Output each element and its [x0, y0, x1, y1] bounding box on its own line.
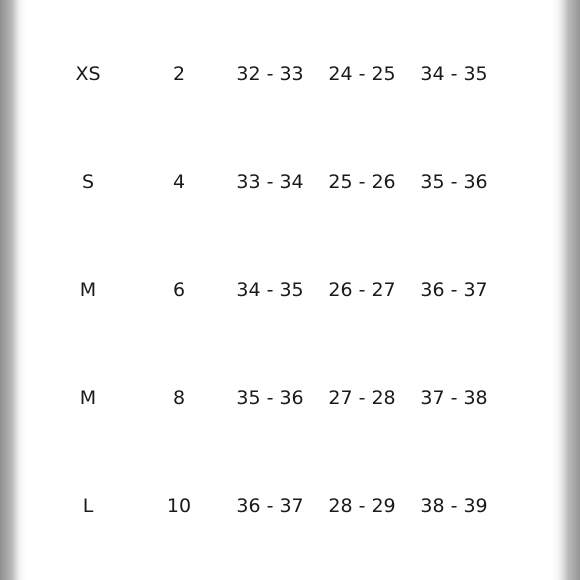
table-row	[0, 54, 580, 94]
measurement-range: 33 - 34	[236, 171, 304, 193]
table-row	[0, 270, 580, 310]
numeric-size: 6	[172, 279, 186, 301]
measurement-range: 28 - 29	[328, 495, 396, 517]
measurement-range: 27 - 28	[328, 387, 396, 409]
table-row	[0, 162, 580, 202]
measurement-range: 35 - 36	[236, 387, 304, 409]
numeric-size: 8	[172, 387, 186, 409]
table-row	[0, 486, 580, 526]
numeric-size: 2	[172, 63, 186, 85]
size-label: S	[81, 171, 95, 193]
size-label: L	[82, 495, 94, 517]
measurement-range: 38 - 39	[420, 495, 488, 517]
size-label: M	[79, 279, 97, 301]
measurement-range: 36 - 37	[236, 495, 304, 517]
measurement-range: 25 - 26	[328, 171, 396, 193]
table-row	[0, 378, 580, 418]
measurement-range: 32 - 33	[236, 63, 304, 85]
size-label: M	[79, 387, 97, 409]
measurement-range: 34 - 35	[420, 63, 488, 85]
measurement-range: 37 - 38	[420, 387, 488, 409]
measurement-range: 36 - 37	[420, 279, 488, 301]
numeric-size: 4	[172, 171, 186, 193]
measurement-range: 26 - 27	[328, 279, 396, 301]
measurement-range: 24 - 25	[328, 63, 396, 85]
measurement-range: 34 - 35	[236, 279, 304, 301]
measurement-range: 35 - 36	[420, 171, 488, 193]
size-label: XS	[75, 63, 101, 85]
numeric-size: 10	[166, 495, 192, 517]
